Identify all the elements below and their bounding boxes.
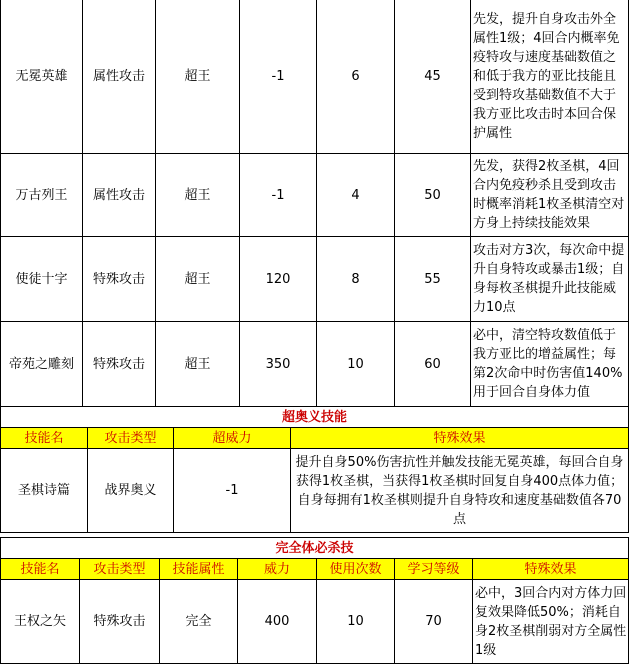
skill-uses: 8 (317, 237, 395, 322)
skill-type: 属性攻击 (83, 0, 156, 154)
column-header: 使用次数 (317, 559, 395, 580)
column-header: 超威力 (174, 428, 291, 449)
skill-name: 使徒十字 (1, 237, 83, 322)
skill-attr: 超王 (156, 237, 240, 322)
skill-type: 特殊攻击 (83, 237, 156, 322)
column-header: 技能名 (1, 559, 80, 580)
skill-name: 圣棋诗篇 (1, 449, 88, 533)
skill-effect: 先发，提升自身攻击外全属性1级；4回合内概率免疫特攻与速度基础数值之和低于我方的亚比技能且受到特攻基础数值不大于我方亚比攻击时本回合保护属性 (471, 0, 629, 154)
column-header: 技能属性 (160, 559, 238, 580)
skill-attr: 超王 (156, 322, 240, 407)
section-title: 完全体必杀技 (1, 538, 629, 559)
skill-power: -1 (240, 154, 317, 237)
skill-level: 50 (395, 154, 471, 237)
header-row (1, 428, 629, 449)
skill-effect: 先发，获得2枚圣棋，4回合内免疫秒杀且受到攻击时概率消耗1枚圣棋清空对方身上持续技能效果 (471, 154, 629, 237)
column-header: 特殊效果 (473, 559, 629, 580)
column-header: 技能名 (1, 428, 88, 449)
skill-uses: 10 (317, 580, 395, 664)
section-title: 超奥义技能 (1, 407, 629, 428)
column-header: 学习等级 (395, 559, 473, 580)
ultimate-skill-table (0, 537, 629, 664)
skill-name: 帝苑之雕刻 (1, 322, 83, 407)
skill-type: 战界奥义 (88, 449, 174, 533)
skill-power: -1 (174, 449, 291, 533)
skill-name: 万古列王 (1, 154, 83, 237)
skill-attr: 完全 (160, 580, 238, 664)
skill-name: 王权之矢 (1, 580, 80, 664)
skill-level: 60 (395, 322, 471, 407)
skill-level: 45 (395, 0, 471, 154)
table-row (1, 580, 629, 664)
section-title-row (1, 538, 629, 559)
skill-uses: 10 (317, 322, 395, 407)
table-row (1, 322, 629, 407)
skill-name: 无冕英雄 (1, 0, 83, 154)
column-header: 特殊效果 (291, 428, 629, 449)
skill-attr: 超王 (156, 0, 240, 154)
super-skill-table (0, 406, 629, 533)
skill-effect: 提升自身50%伤害抗性并触发技能无冕英雄，每回合自身获得1枚圣棋，当获得1枚圣棋时回复自身400点体力值；自身每拥有1枚圣棋则提升自身特攻和速度基础数值各70点 (291, 449, 629, 533)
skill-type: 特殊攻击 (80, 580, 160, 664)
table-row (1, 0, 629, 154)
skill-uses: 6 (317, 0, 395, 154)
skill-type: 特殊攻击 (83, 322, 156, 407)
skill-effect: 攻击对方3次，每次命中提升自身特攻或暴击1级；自身每枚圣棋提升此技能威力10点 (471, 237, 629, 322)
column-header: 攻击类型 (80, 559, 160, 580)
skill-power: 400 (238, 580, 317, 664)
table-row (1, 449, 629, 533)
skill-power: 350 (240, 322, 317, 407)
skill-power: 120 (240, 237, 317, 322)
skill-attr: 超王 (156, 154, 240, 237)
skill-type: 属性攻击 (83, 154, 156, 237)
skill-level: 55 (395, 237, 471, 322)
column-header: 威力 (238, 559, 317, 580)
header-row (1, 559, 629, 580)
skill-uses: 4 (317, 154, 395, 237)
column-header: 攻击类型 (88, 428, 174, 449)
skill-effect: 必中，3回合内对方体力回复效果降低50%；消耗自身2枚圣棋削弱对方全属性1级 (473, 580, 629, 664)
skill-power: -1 (240, 0, 317, 154)
skill-level: 70 (395, 580, 473, 664)
table-row (1, 154, 629, 237)
section-title-row (1, 407, 629, 428)
table-row (1, 237, 629, 322)
skill-effect: 必中，清空特攻数值低于我方亚比的增益属性；每第2次命中时伤害值140%用于回合自身体力值 (471, 322, 629, 407)
